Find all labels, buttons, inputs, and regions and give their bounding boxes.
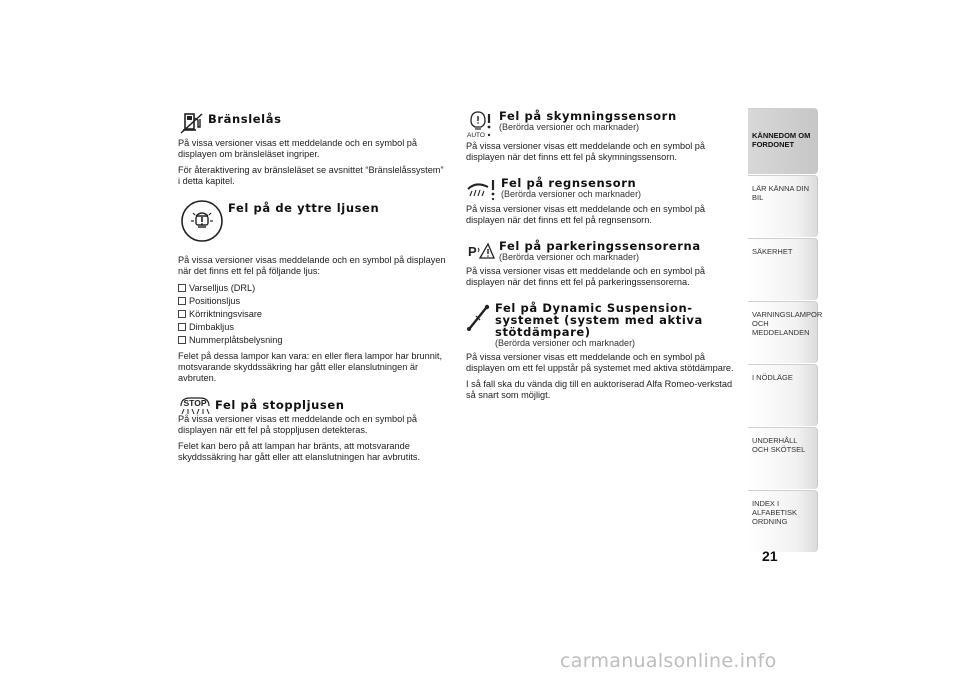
left-column [178,108,448,468]
right-column [466,108,741,406]
svg-text:P: P [468,244,477,259]
chapter-tabs [748,108,823,553]
stop-light-icon [178,396,212,416]
fuel-lock-text-2: För återaktivering av bränsleläset se avsnittet “Bränslelåssystem” i detta kapitel. [178,165,444,186]
exterior-lights-text-2: Felet på dessa lampor kan vara: en eller flera lampor har brunnit, motsvarande skyddssäkring har gått eller elanslutningen är avbruten. [178,351,443,383]
tab-sakerhet[interactable]: SÄKERHET [748,238,818,300]
checkbox-bullet-icon [178,297,186,305]
fuel-lock-text-1: På vissa versioner visas ett meddelande och en symbol på displayen om bränsleläset ingriper. [178,138,418,159]
fuel-lock-title: Bränslelås [208,112,282,126]
tab-kannedom-om-fordonet[interactable]: KÄNNEDOM OM FORDONET [748,108,818,174]
svg-text:STOP: STOP [183,398,207,408]
stop-lights-title: Fel på stoppljusen [215,398,345,412]
list-item: Positionsljus [178,295,448,308]
tab-index[interactable]: INDEX I ALFABETISK ORDNING [748,490,818,552]
bulb-failure-icon [178,197,226,245]
tab-varningslampor[interactable]: VARNINGSLAMPOR OCH MEDDELANDEN [748,301,818,363]
tab-i-nodlage[interactable]: I NÖDLÄGE [748,364,818,426]
tab-underhall[interactable]: UNDERHÅLL OCH SKÖTSEL [748,427,818,489]
section-stop-lights [178,396,448,463]
checkbox-bullet-icon [178,310,186,318]
list-item: Körriktningsvisare [178,308,448,321]
twilight-sensor-title: Fel på skymningssensorn [499,109,677,123]
light-list [178,282,448,347]
dynamic-suspension-text-1: På vissa versioner visas ett meddelande och en symbol på displayen om ett fel uppstår på systemet med aktiva stötdämpare. [466,352,734,373]
exterior-lights-title: Fel på de yttre ljusen [228,201,380,215]
parking-sensor-icon [466,240,496,262]
dynamic-suspension-subtitle: (Berörda versioner och marknader) [495,338,636,348]
list-item: Nummerplåtsbelysning [178,334,448,347]
twilight-sensor-icon [466,108,496,138]
section-dynamic-suspension [466,302,741,401]
twilight-sensor-subtitle: (Berörda versioner och marknader) [499,122,640,132]
svg-text:AUTO: AUTO [467,132,485,138]
fuel-pump-icon [178,108,208,136]
dynamic-suspension-title: Fel på Dynamic Suspension-systemet (system med aktiva stötdämpare) [495,301,703,339]
section-exterior-lights [178,197,448,384]
section-twilight-sensor [466,108,741,163]
twilight-sensor-text: På vissa versioner visas ett meddelande och en symbol på displayen när det finns ett fel på skymningssensorn. [466,141,706,162]
list-item: Varselljus (DRL) [178,282,448,295]
section-fuel-lock [178,108,448,187]
checkbox-bullet-icon [178,323,186,331]
parking-sensors-subtitle: (Berörda versioner och marknader) [499,252,640,262]
rain-sensor-title: Fel på regnsensorn [501,176,637,190]
rain-sensor-subtitle: (Berörda versioner och marknader) [501,189,642,199]
stop-lights-text-1: På vissa versioner visas ett meddelande och en symbol på displayen när ett fel på stoppljusen detekteras. [178,414,418,435]
watermark: carmanualsonline.info [560,650,777,672]
parking-sensors-title: Fel på parkeringssensorerna [499,239,701,253]
shock-absorber-icon [466,302,492,332]
checkbox-bullet-icon [178,336,186,344]
exterior-lights-text-1: På vissa versioner visas meddelande och en symbol på displayen när det finns ett fel på följande ljus: [178,255,446,276]
parking-sensors-text: På vissa versioner visas ett meddelande och en symbol på displayen när det finns ett fel på parkeringssensorerna. [466,266,706,287]
dynamic-suspension-text-2: I så fall ska du vända dig till en auktoriserad Alfa Romeo-verkstad så snart som möjligt. [466,379,733,400]
section-rain-sensor [466,177,741,226]
rain-sensor-text: På vissa versioner visas ett meddelande och en symbol på displayen när det finns ett fel på regnsensorn. [466,204,706,225]
section-parking-sensors [466,240,741,288]
list-item: Dimbakljus [178,321,448,334]
rain-sensor-icon [466,177,498,201]
stop-lights-text-2: Felet kan bero på att lampan har bränts, att motsvarande skyddssäkring har gått eller att elanslutningen har avbrutits. [178,441,421,462]
page-number: 21 [762,548,778,564]
checkbox-bullet-icon [178,284,186,292]
tab-lar-kanna-din-bil[interactable]: LÄR KÄNNA DIN BIL [748,175,818,237]
